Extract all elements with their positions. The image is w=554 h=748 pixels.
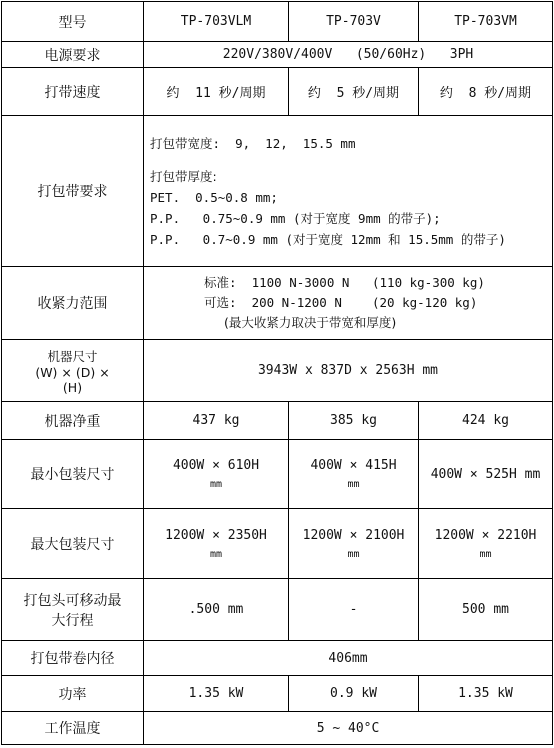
power-3: 1.35 kW — [419, 676, 553, 712]
label-power-supply: 电源要求 — [2, 42, 144, 68]
label-tension: 收紧力范围 — [2, 267, 144, 340]
label-power: 功率 — [2, 676, 144, 712]
power-1: 1.35 kW — [144, 676, 289, 712]
max-pack-3b: mm — [479, 548, 492, 560]
label-travel-2: 大行程 — [51, 612, 94, 629]
spec-table — [1, 1, 553, 745]
label-speed: 打带速度 — [2, 68, 144, 116]
label-max-pack: 最大包装尺寸 — [2, 509, 144, 579]
max-pack-2b: mm — [347, 548, 360, 560]
label-dimensions — [2, 340, 144, 402]
label-dimensions-3: (H) — [62, 379, 83, 395]
min-pack-1a: 400W × 610H — [172, 458, 260, 473]
speed-2: 约 5 秒/周期 — [289, 68, 419, 116]
weight-1: 437 kg — [144, 402, 289, 440]
label-temperature: 工作温度 — [2, 712, 144, 745]
max-pack-1 — [144, 509, 289, 579]
power-2: 0.9 kW — [289, 676, 419, 712]
row-min-pack — [2, 440, 553, 509]
weight-2: 385 kg — [289, 402, 419, 440]
model-2: TP-703V — [289, 2, 419, 42]
spec-sheet — [1, 1, 552, 746]
min-pack-3: 400W × 525H mm — [419, 440, 553, 509]
strap-requirements — [144, 116, 553, 267]
temperature-value: 5 ~ 40°C — [144, 712, 553, 745]
speed-1: 约 11 秒/周期 — [144, 68, 289, 116]
strap-pp-1: P.P. 0.75~0.9 mm (对于宽度 9mm 的带子); — [150, 210, 441, 226]
spacer — [150, 154, 552, 166]
travel-3: 500 mm — [419, 579, 553, 641]
row-coil — [2, 641, 553, 676]
model-1: TP-703VLM — [144, 2, 289, 42]
tension-standard: 标准: 1100 N-3000 N (110 kg-300 kg) — [204, 275, 485, 290]
weight-3: 424 kg — [419, 402, 553, 440]
row-power — [2, 676, 553, 712]
min-pack-2 — [289, 440, 419, 509]
row-power-supply — [2, 42, 553, 68]
dimensions-value: 3943W x 837D x 2563H mm — [144, 340, 553, 402]
label-travel-1: 打包头可移动最 — [23, 592, 122, 609]
model-3: TP-703VM — [419, 2, 553, 42]
label-dimensions-2: (W) × (D) × — [35, 364, 110, 380]
row-tension — [2, 267, 553, 340]
max-pack-3 — [419, 509, 553, 579]
min-pack-1 — [144, 440, 289, 509]
row-travel — [2, 579, 553, 641]
travel-1: .500 mm — [144, 579, 289, 641]
min-pack-2b: mm — [347, 479, 360, 490]
strap-pp-2: P.P. 0.7~0.9 mm (对于宽度 12mm 和 15.5mm 的带子) — [150, 231, 506, 247]
row-strap — [2, 116, 553, 267]
label-weight: 机器净重 — [2, 402, 144, 440]
row-model — [2, 2, 553, 42]
label-model: 型号 — [2, 2, 144, 42]
max-pack-2a: 1200W × 2100H — [302, 527, 405, 543]
power-supply-value: 220V/380V/400V (50/60Hz) 3PH — [144, 42, 553, 68]
row-speed — [2, 68, 553, 116]
label-coil: 打包带卷内径 — [2, 641, 144, 676]
strap-pet: PET. 0.5~0.8 mm; — [150, 189, 278, 205]
tension-note: (最大收紧力取决于带宽和厚度) — [224, 315, 397, 330]
label-min-pack: 最小包装尺寸 — [2, 440, 144, 509]
min-pack-1b: mm — [209, 479, 223, 490]
label-strap: 打包带要求 — [2, 116, 144, 267]
max-pack-1b: mm — [209, 548, 223, 560]
strap-width: 打包带宽度: 9, 12, 15.5 mm — [150, 135, 356, 151]
label-dimensions-1: 机器尺寸 — [47, 348, 98, 364]
tension-optional: 可选: 200 N-1200 N (20 kg-120 kg) — [204, 295, 478, 310]
max-pack-2 — [289, 509, 419, 579]
max-pack-3a: 1200W × 2210H — [434, 527, 537, 543]
min-pack-2a: 400W × 415H — [310, 458, 397, 473]
row-weight — [2, 402, 553, 440]
strap-thickness-title: 打包带厚度: — [150, 168, 217, 184]
tension-values — [144, 267, 553, 340]
row-max-pack — [2, 509, 553, 579]
row-dimensions — [2, 340, 553, 402]
speed-3: 约 8 秒/周期 — [419, 68, 553, 116]
max-pack-1a: 1200W × 2350H — [165, 527, 267, 543]
label-travel — [2, 579, 144, 641]
coil-value: 406mm — [144, 641, 553, 676]
row-temperature — [2, 712, 553, 745]
travel-2: - — [289, 579, 419, 641]
